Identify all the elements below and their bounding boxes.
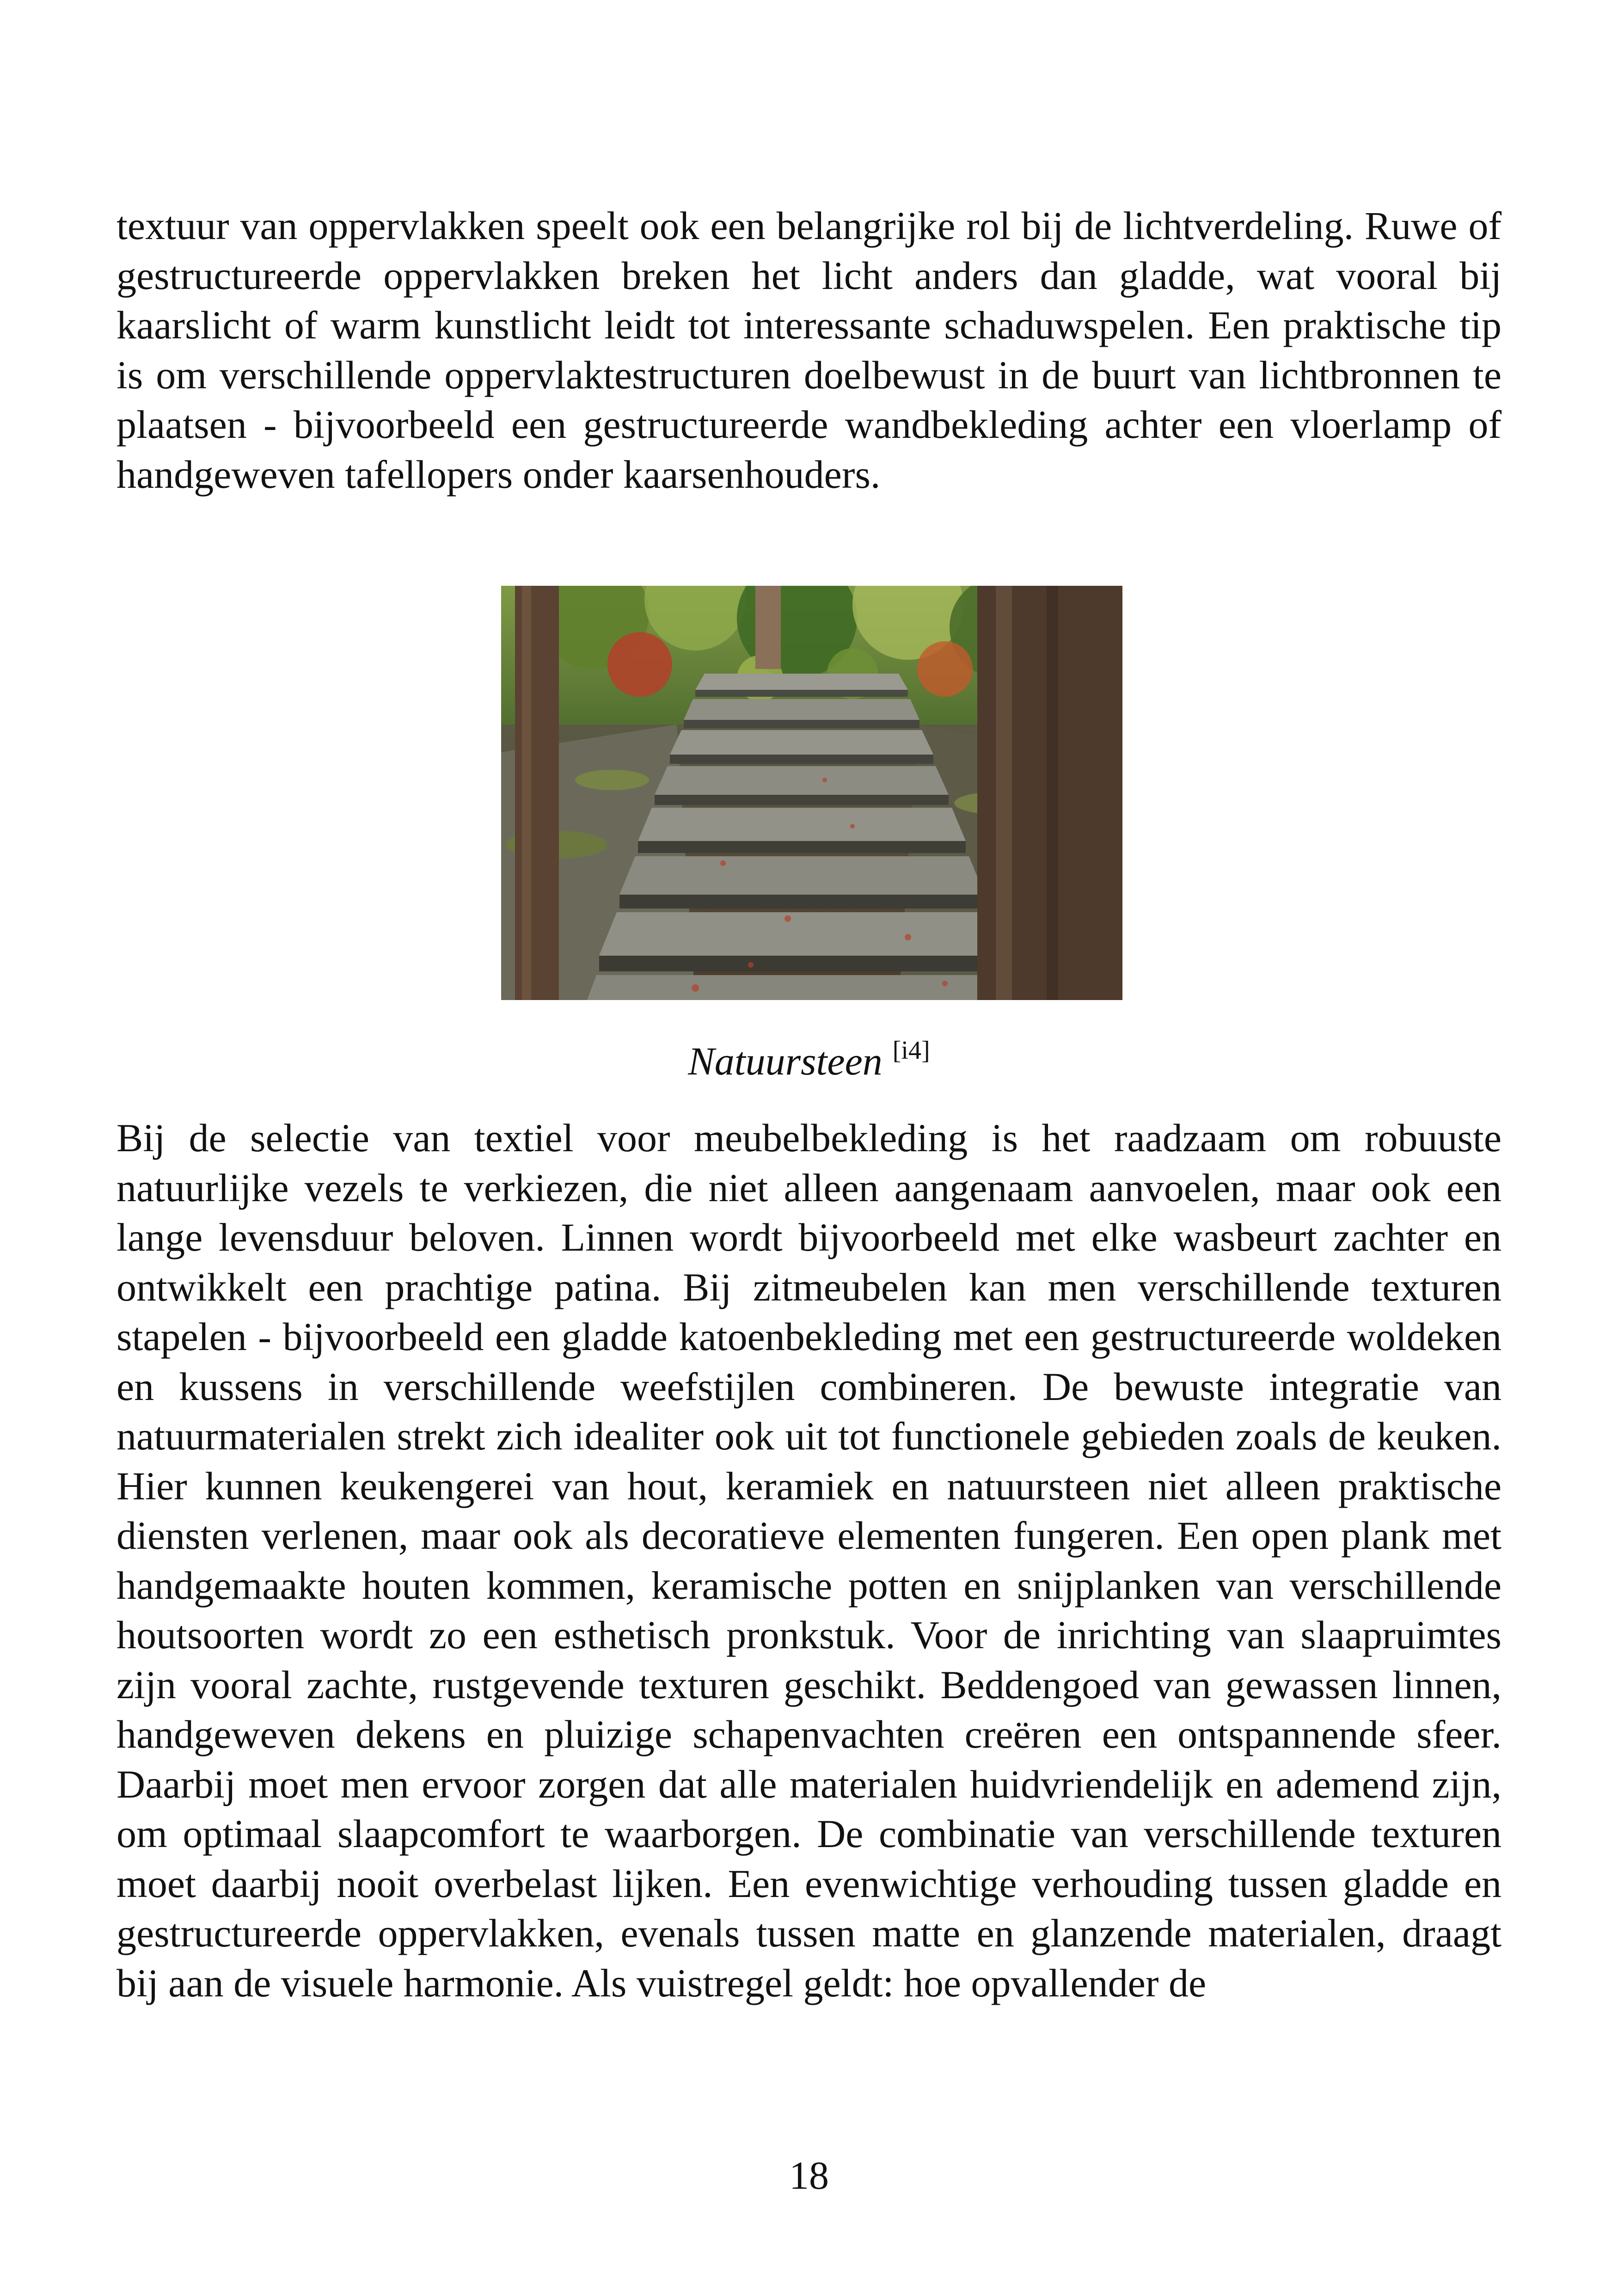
stone-staircase-photo (501, 586, 1122, 1000)
body-paragraph: Bij de selectie van textiel voor meubelbekleding is het raadzaam om robuuste natuurlijke vezels te verkiezen, die niet alleen aangenaam aanvoelen, maar ook een lange levensduur beloven. Linnen wordt bijvoorbeeld met elke wasbeurt zachter en ontwikkelt een prachtige patina. Bij zitmeubelen kan men verschillende texturen stapelen - bijvoorbeeld een gladde katoenbekleding met een gestructureerde woldeken en kussens in verschillende weefstijlen combineren. De bewuste integratie van natuurmaterialen strekt zich idealiter ook uit tot functionele gebieden zoals de keuken. Hier kunnen keukengerei van hout, keramiek en natuursteen niet alleen praktische diensten verlenen, maar ook als decoratieve elementen fungeren. Een open plank met handgemaakte houten kommen, keramische potten en snijplanken van verschillende houtsoorten wordt zo een esthetisch pronkstuk. Voor de inrichting van slaapruimtes zijn vooral zachte, rustgevende texturen geschikt. Beddengoed van gewassen linnen, handgeweven dekens en pluizige schapenvachten creëren een ontspannende sfeer. Daarbij moet men ervoor zorgen dat alle materialen huidvriendelijk en ademend zijn, om optimaal slaapcomfort te waarborgen. De combinatie van verschillende texturen moet daarbij nooit overbelast lijken. Een evenwichtige verhouding tussen gladde en gestructureerde oppervlakken, evenals tussen matte en glanzende materialen, draagt bij aan de visuele harmonie. Als vuistregel geldt: hoe opvallender de (116, 1116, 1502, 2005)
stone-staircase-illustration (501, 586, 1122, 1000)
figure-caption (0, 1038, 1618, 1089)
page-number: 18 (789, 2153, 829, 2198)
caption-text: Natuursteen (688, 1039, 883, 1083)
caption-reference: [i4] (892, 1036, 930, 1065)
body-paragraph: textuur van oppervlakken speelt ook een belangrijke rol bij de lichtverdeling. Ruwe of gestructureerde oppervlakken breken het licht anders dan gladde, wat vooral bij kaarslicht of warm kunstlicht leidt tot interessante schaduwspelen. Een praktische tip is om verschillende oppervlaktestructuren doelbewust in de buurt van lichtbronnen te plaatsen - bijvoorbeeld een gestructureerde wandbekleding achter een vloerlamp of handgeweven tafellopers onder kaarsenhouders. (116, 203, 1502, 497)
